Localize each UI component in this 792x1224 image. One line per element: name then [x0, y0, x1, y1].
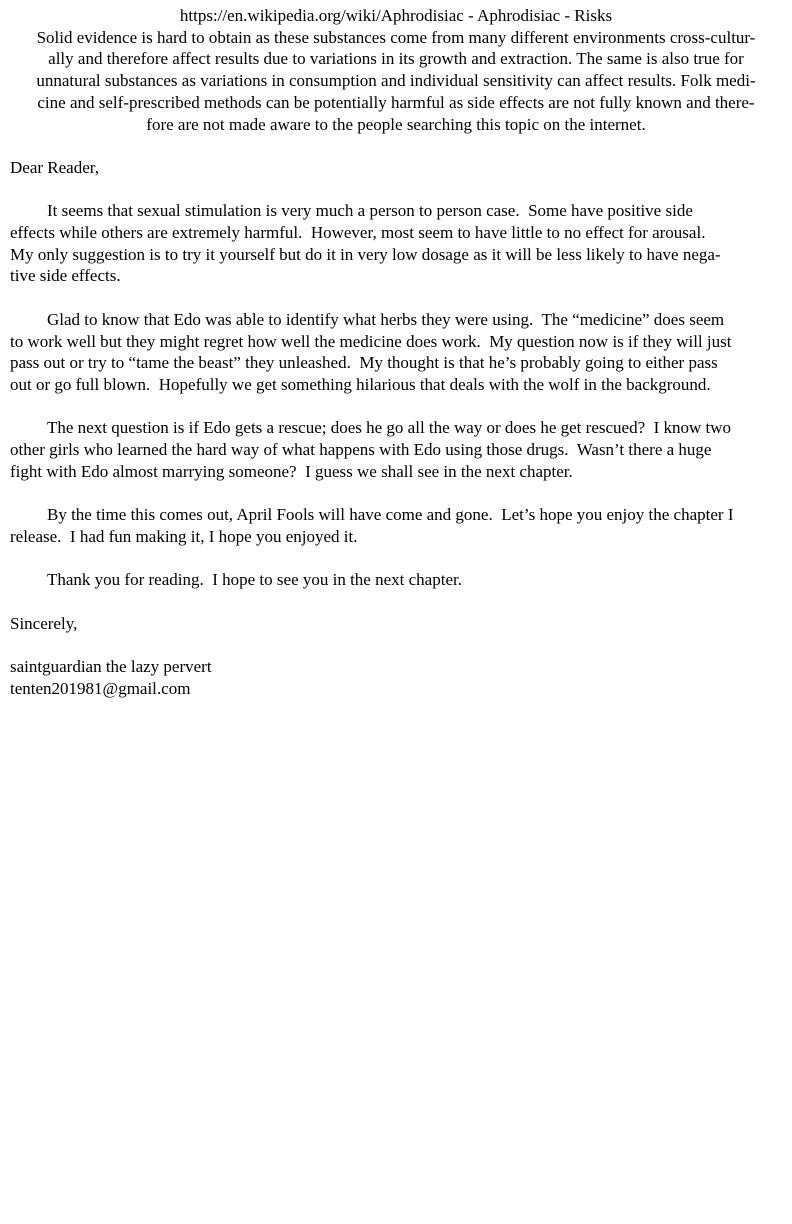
text-line: https://en.wikipedia.org/wiki/Aphrodisiac - Aphrodisiac - Risks — [179, 6, 613, 25]
text-line: tive side effects. — [10, 266, 121, 286]
text-line: to work well but they might regret how well the medicine does work. My question now is if they will just — [10, 331, 732, 351]
text-line: Dear Reader, — [10, 157, 99, 177]
text-line: effects while others are extremely harmful. However, most seem to have little to no effect for arousal. — [10, 223, 706, 242]
text-line: Solid evidence is hard to obtain as these substances come from many different environments cross-cultur- — [36, 27, 756, 47]
text-line: fight with Edo almost marrying someone? I guess we shall see in the next chapter. — [10, 461, 573, 481]
text-line: other girls who learned the hard way of what happens with Edo using those drugs. Wasn’t there a huge — [10, 440, 712, 459]
text-line: out or go full blown. Hopefully we get something hilarious that deals with the wolf in the background. — [10, 374, 711, 394]
salutation — [10, 157, 782, 179]
text-line: It seems that sexual stimulation is very much a person to person case. Some have positive side — [47, 201, 693, 221]
text-line: cine and self-prescribed methods can be potentially harmful as side effects are not fully known and there- — [37, 92, 755, 112]
text-line: ally and therefore affect results due to variations in its growth and extraction. The same is also true for — [48, 49, 744, 69]
text-line: fore are not made aware to the people searching this topic on the internet. — [146, 114, 646, 134]
paragraph-3 — [10, 417, 782, 482]
text-line: By the time this comes out, April Fools will have come and gone. Let’s hope you enjoy the chapter I — [47, 505, 734, 525]
text-line: unnatural substances as variations in consumption and individual sensitivity can affect results. Folk medi- — [36, 71, 756, 91]
text-line: Sincerely, — [10, 613, 78, 633]
signature — [10, 656, 782, 699]
closing — [10, 613, 782, 635]
text-line: tenten201981@gmail.com — [10, 678, 191, 698]
paragraph-1 — [10, 200, 782, 287]
text-line: pass out or try to “tame the beast” they unleashed. My thought is that he’s probably going to either pass — [10, 353, 718, 373]
text-line: The next question is if Edo gets a rescue; does he go all the way or does he get rescued? I know two — [47, 418, 732, 438]
paragraph-4 — [10, 504, 782, 547]
text-line: saintguardian the lazy pervert — [10, 656, 212, 676]
text-line: release. I had fun making it, I hope you enjoyed it. — [10, 526, 358, 546]
text-line: My only suggestion is to try it yourself but do it in very low dosage as it will be less likely to have nega- — [10, 244, 721, 264]
paragraph-5 — [10, 569, 782, 591]
text-line: Thank you for reading. I hope to see you in the next chapter. — [47, 570, 462, 590]
header-note — [10, 5, 782, 135]
text-line: Glad to know that Edo was able to identify what herbs they were using. The “medicine” does seem — [47, 309, 725, 329]
paragraph-2 — [10, 309, 782, 396]
